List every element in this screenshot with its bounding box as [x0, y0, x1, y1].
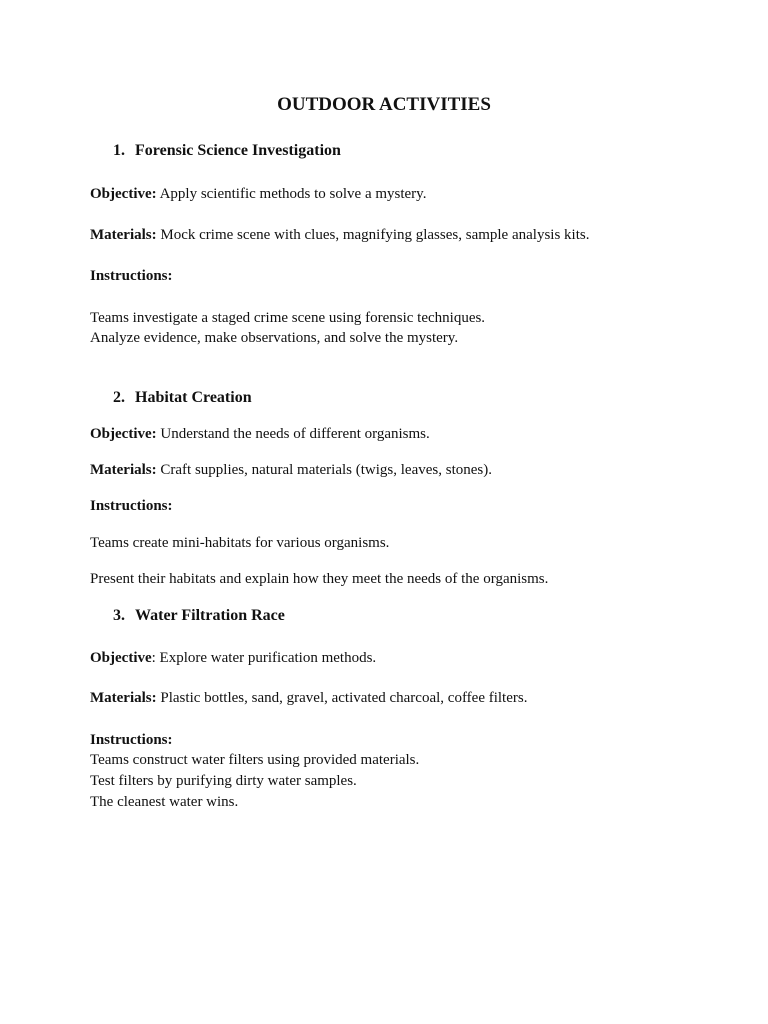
instruction-line: The cleanest water wins.	[90, 794, 239, 810]
instruction-line: Teams create mini-habitats for various organisms.	[90, 535, 390, 551]
materials-label: Materials:	[90, 227, 157, 243]
objective-text: Understand the needs of different organisms.	[156, 426, 430, 442]
instructions-label-text: Instructions:	[90, 732, 173, 748]
materials-line-2	[90, 461, 492, 479]
instructions-label-1	[90, 267, 173, 285]
materials-label: Materials:	[90, 462, 157, 478]
activity-title: Forensic Science Investigation	[135, 142, 341, 159]
activity-number: 1.	[113, 142, 125, 159]
objective-label: Objective	[90, 650, 152, 666]
objective-line-2	[90, 425, 430, 443]
materials-line-3	[90, 689, 527, 707]
objective-line-3	[90, 649, 376, 667]
materials-line-1	[90, 226, 589, 244]
instruction-line: Teams construct water filters using provided materials.	[90, 752, 420, 768]
objective-text: : Explore water purification methods.	[151, 650, 377, 666]
materials-text: Plastic bottles, sand, gravel, activated charcoal, coffee filters.	[156, 690, 528, 706]
instruction-line: Present their habitats and explain how they meet the needs of the organisms.	[90, 571, 549, 587]
objective-label: Objective:	[90, 186, 157, 202]
objective-label: Objective:	[90, 426, 157, 442]
instruction-line: Analyze evidence, make observations, and solve the mystery.	[90, 330, 459, 346]
activity-number: 2.	[113, 389, 125, 406]
activity-title: Water Filtration Race	[135, 607, 285, 624]
instructions-label-text: Instructions:	[90, 498, 173, 514]
materials-label: Materials:	[90, 690, 157, 706]
activity-number: 3.	[113, 607, 125, 624]
activity-title: Habitat Creation	[135, 389, 252, 406]
materials-text: Craft supplies, natural materials (twigs, leaves, stones).	[156, 462, 492, 478]
document-title: OUTDOOR ACTIVITIES	[277, 94, 491, 115]
materials-text: Mock crime scene with clues, magnifying glasses, sample analysis kits.	[156, 227, 590, 243]
activity-heading-1	[113, 142, 341, 160]
objective-text: Apply scientific methods to solve a mystery.	[156, 186, 427, 202]
activity-heading-3	[113, 607, 285, 625]
instructions-label-2	[90, 497, 173, 515]
instructions-label-text: Instructions:	[90, 268, 173, 284]
instruction-line: Test filters by purifying dirty water samples.	[90, 773, 357, 789]
activity-heading-2	[113, 389, 252, 407]
instructions-label-3	[90, 731, 173, 749]
objective-line-1	[90, 185, 426, 203]
instruction-line: Teams investigate a staged crime scene using forensic techniques.	[90, 310, 486, 326]
